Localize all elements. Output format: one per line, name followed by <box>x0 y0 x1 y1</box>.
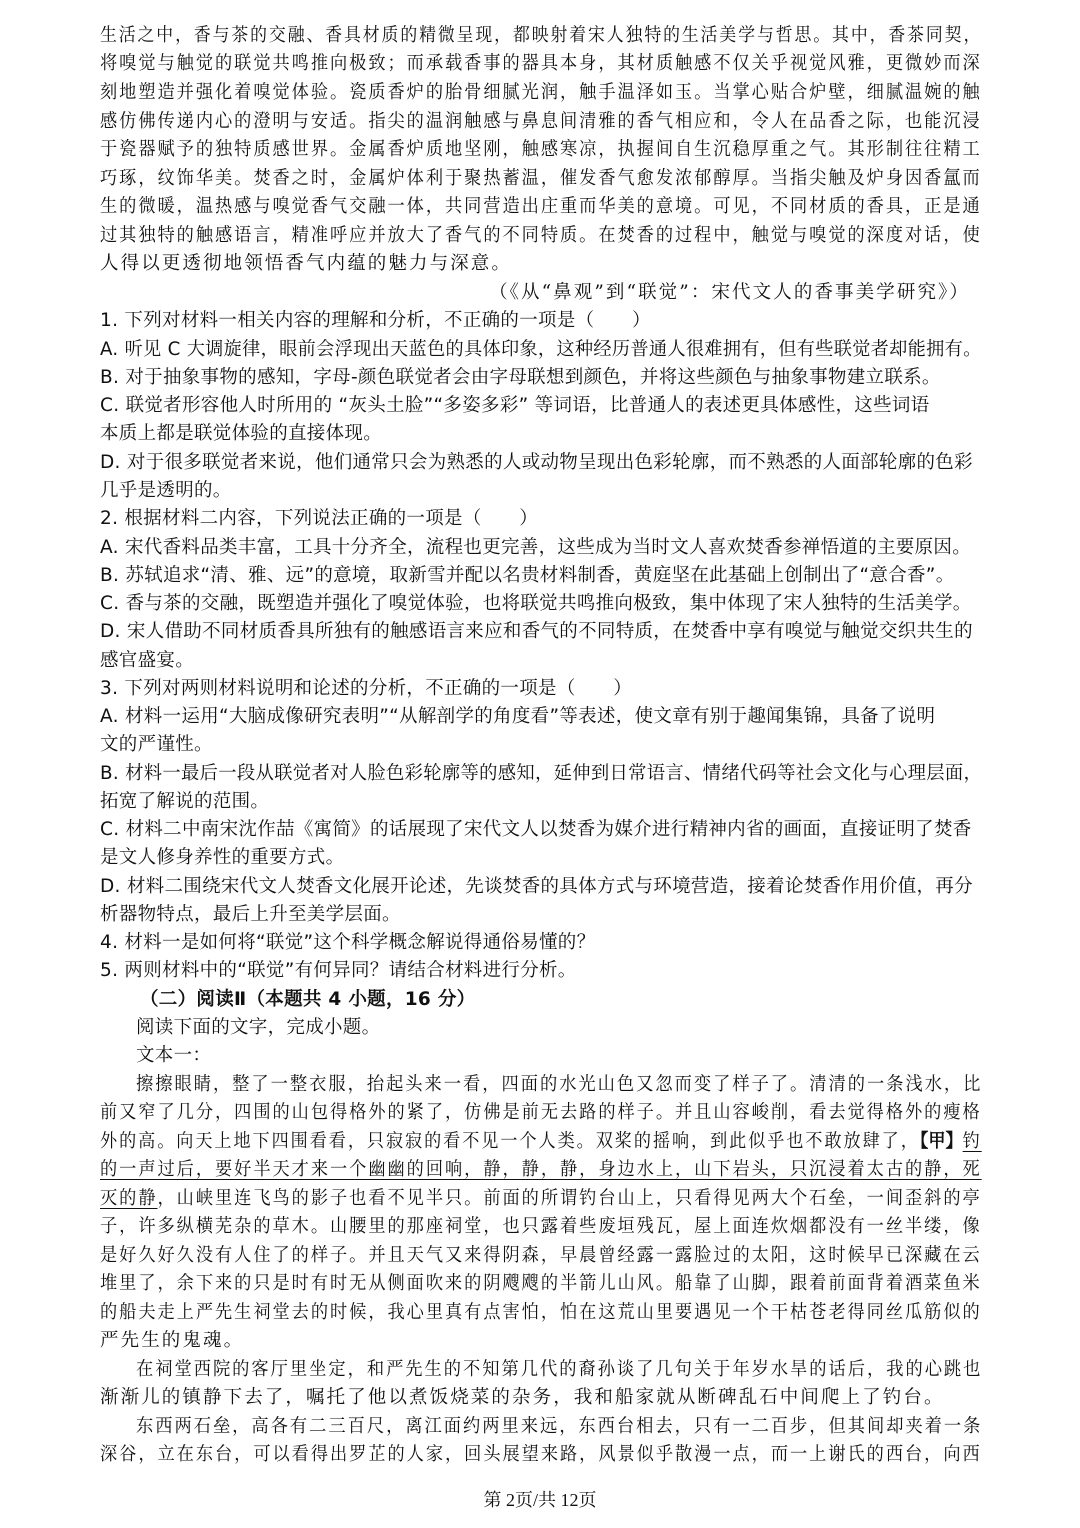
option-2a: A. 宋代香料品类丰富，工具十分齐全，流程也更完善，这些成为当时文人喜欢焚香参禅悟道的主要原因。 <box>100 537 971 558</box>
option-1a: A. 听见 C 大调旋律，眼前会浮现出天蓝色的具体印象，这种经历普通人很难拥有，但有些联觉者却能拥有。 <box>100 339 982 360</box>
text-line: 巧琢，纹饰华美。焚香之时，金属炉体利于聚热蓄温，催发香气愈发浓郁醇厚。当指尖触及炉身因香氲而 <box>100 168 982 189</box>
passage-text: ，山峡里连飞鸟的影子也看不见半只。前面的所谓钓台山上，只看得见两大个石垒，一间歪斜的亭 <box>157 1188 982 1209</box>
text-line: 将嗅觉与触觉的联觉共鸣推向极致；而承载香事的器具本身，其材质触感不仅关乎视觉风雅，更微妙而深 <box>100 53 982 74</box>
option-1d-cont: 几乎是透明的。 <box>100 480 232 501</box>
question-1: 1. 下列对材料一相关内容的理解和分析，不正确的一项是（ ） <box>100 310 651 331</box>
text-line: 生活之中，香与茶的交融、香具材质的精微呈现，都映射着宋人独特的生活美学与哲思。其中，香茶同契， <box>100 25 983 46</box>
option-3a-cont: 文的严谨性。 <box>100 734 213 755</box>
question-3: 3. 下列对两则材料说明和论述的分析，不正确的一项是（ ） <box>100 678 633 699</box>
passage-line: 东西两石垒，高各有二三百尺，离江面约两里来远，东西台相去，只有一二百步，但其间却夹着一条 <box>136 1416 983 1437</box>
option-3c-cont: 是文人修身养性的重要方式。 <box>100 847 345 868</box>
option-3b: B. 材料一最后一段从联觉者对人脸色彩轮廓等的感知，延伸到日常语言、情绪代码等社会文化与心理层面， <box>100 763 983 784</box>
question-4: 4. 材料一是如何将“联觉”这个科学概念解说得通俗易懂的？ <box>100 932 596 953</box>
instruction: 阅读下面的文字，完成小题。 <box>136 1017 381 1038</box>
text-line: 于瓷器赋予的独特质感世界。金属香炉质地坚刚，触感寒凉，执握间自生沉稳厚重之气。其形制往往精工 <box>100 139 982 160</box>
text-line: 感仿佛传递内心的澄明与安适。指尖的温润触感与鼻息间清雅的香气相应和，令人在品香之际，也能沉浸 <box>100 111 982 132</box>
passage-line <box>100 1185 982 1213</box>
text-line: 过其独特的触感语言，精准呼应并放大了香气的不同特质。在焚香的过程中，触觉与嗅觉的深度对话，使 <box>100 225 982 246</box>
passage-line: 严先生的鬼魂。 <box>100 1330 245 1351</box>
text-line: 人得以更透彻地领悟香气内蕴的魅力与深意。 <box>100 253 513 274</box>
passage-line: 堆里了，余下来的只是时有时无从侧面吹来的阴飕飕的半箭儿山风。船靠了山脚，跟着前面背着酒菜鱼米 <box>100 1273 982 1294</box>
passage-line: 子，许多纵横芜杂的草木。山腰里的那座祠堂，也只露着些废垣残瓦，屋上面连炊烟都没有一丝半缕，像 <box>100 1216 982 1237</box>
passage-line: 是好久好久没有人住了的样子。并且天气又来得阴森，早晨曾经露一露脸过的太阳，这时候早已深藏在云 <box>100 1245 982 1266</box>
passage-line: 渐渐儿的镇静下去了，嘱托了他以煮饭烧菜的杂务，我和船家就从断碑乱石中间爬上了钓台。 <box>100 1387 945 1408</box>
option-3a: A. 材料一运用“大脑成像研究表明”“从解剖学的角度看”等表述，使文章有别于趣闻集锦，具备了说明 <box>100 706 936 727</box>
question-5: 5. 两则材料中的“联觉”有何异同？请结合材料进行分析。 <box>100 960 577 981</box>
option-2b: B. 苏轼追求“清、雅、远”的意境，取新雪并配以名贵材料制香，黄庭坚在此基础上创制出了“意合香”。 <box>100 565 955 586</box>
option-3b-cont: 拓宽了解说的范围。 <box>100 791 270 812</box>
underlined-sentence: 钓 <box>962 1131 982 1152</box>
source-citation: （《从“鼻观”到“联觉”：宋代文人的香事美学研究》） <box>489 282 970 303</box>
passage-line: 在祠堂西院的客厅里坐定，和严先生的不知第几代的裔孙谈了几句关于年岁水旱的话后，我的心跳也 <box>136 1359 983 1380</box>
passage-text: 外的高。向天上地下四围看看，只寂寂的看不见一个人类。双桨的摇响，到此似乎也不敢放肆了， <box>100 1131 920 1152</box>
option-1d: D. 对于很多联觉者来说，他们通常只会为熟悉的人或动物呈现出色彩轮廓，而不熟悉的人面部轮廓的色彩 <box>100 452 973 473</box>
section-heading: （二）阅读Ⅱ（本题共 4 小题，16 分） <box>140 989 476 1010</box>
passage-line: 前又窄了几分，四围的山包得格外的紧了，仿佛是前无去路的样子。并且山容峻削，看去觉得格外的瘦格 <box>100 1102 982 1123</box>
option-1b: B. 对于抽象事物的感知，字母-颜色联觉者会由字母联想到颜色，并将这些颜色与抽象事物建立联系。 <box>100 367 941 388</box>
marker-jia: 【甲】 <box>919 1131 963 1152</box>
underlined-sentence: 灭的静 <box>100 1188 158 1209</box>
page-number: 第 2页/共 12页 <box>483 1490 597 1510</box>
passage-line <box>100 1128 982 1156</box>
option-2d: D. 宋人借助不同材质香具所独有的触感语言来应和香气的不同特质，在焚香中享有嗅觉与触觉交织共生的 <box>100 621 973 642</box>
option-1c: C. 联觉者形容他人时所用的 “灰头土脸”“多姿多彩” 等词语，比普通人的表述更具体感性，这些词语 <box>100 395 930 416</box>
option-2c: C. 香与茶的交融，既塑造并强化了嗅觉体验，也将联觉共鸣推向极致，集中体现了宋人独特的生活美学。 <box>100 593 972 614</box>
passage-line: 擦擦眼睛，整了一整衣服，抬起头来一看，四面的水光山色又忽而变了样子了。清清的一条浅水，比 <box>136 1074 983 1095</box>
underlined-sentence: 的一声过后，要好半天才来一个幽幽的回响，静，静，静，身边水上，山下岩头，只沉浸着太古的静，死 <box>100 1159 982 1180</box>
question-2: 2. 根据材料二内容，下列说法正确的一项是（ ） <box>100 508 539 529</box>
option-1c-cont: 本质上都是联觉体验的直接体现。 <box>100 423 383 444</box>
passage-line: 深谷，立在东台，可以看得出罗芷的人家，回头展望来路，风景似乎散漫一点，而一上谢氏的西台，向西 <box>100 1444 982 1465</box>
passage-line: 的船夫走上严先生祠堂去的时候，我心里真有点害怕，怕在这荒山里要遇见一个干枯苍老得同丝瓜筋似的 <box>100 1302 982 1323</box>
text-line: 生的微暖，温热感与嗅觉香气交融一体，共同营造出庄重而华美的意境。可见，不同材质的香具，正是通 <box>100 196 982 217</box>
text-label: 文本一： <box>136 1045 212 1066</box>
option-2d-cont: 感官盛宴。 <box>100 650 195 671</box>
option-3d: D. 材料二围绕宋代文人焚香文化展开论述，先谈焚香的具体方式与环境营造，接着论焚香作用价值，再分 <box>100 876 973 897</box>
option-3c: C. 材料二中南宋沈作喆《寓简》的话展现了宋代文人以焚香为媒介进行精神内省的画面，直接证明了焚香 <box>100 819 972 840</box>
option-3d-cont: 析器物特点，最后上升至美学层面。 <box>100 904 401 925</box>
text-line: 刻地塑造并强化着嗅觉体验。瓷质香炉的胎骨细腻光润，触手温泽如玉。当掌心贴合炉壁，细腻温婉的触 <box>100 82 982 103</box>
